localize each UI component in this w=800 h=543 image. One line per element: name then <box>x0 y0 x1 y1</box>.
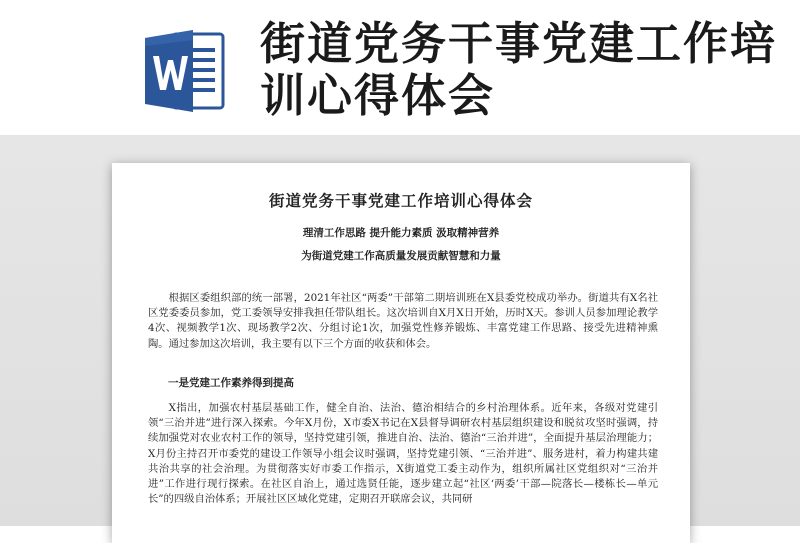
document-subtitle-1: 理清工作思路 提升能力素质 汲取精神营养 <box>302 227 500 239</box>
document-title: 街道党务干事党建工作培训心得体会 <box>268 191 533 210</box>
document-subtitle-2: 为街道党建工作高质量发展贡献智慧和力量 <box>301 250 501 262</box>
banner <box>0 0 800 135</box>
paragraph-body: X指出，加强农村基层基础工作，健全自治、法治、德治相结合的乡村治理体系。近年来，各级对党建引领“三治并进”进行深入探索。今年X月份，X市委X书记在X县督导调研农村基层组织建设和脱贫攻坚时强调，持续加强党对农业农村工作的领导，坚持党建引领，推进自治、法治、德治“三治并进”，全面提升基层治理能力；X月份主持召开市委党的建设工作领导小组会议时强调，坚持党建引领、“三治并进”、服务进村，着力构建共建共治共享的社会治理。为贯彻落实好市委工作指示，X街道党工委主动作为，组织所属社区党组织对“三治并进”工作进行现行探索。在社区自治上，通过选贤任能，逐步建立起“社区‘两委’干部—院落长—楼栋长—单元长”的四级自治体系；开展社区区域化党建，定期召开联席会议，共同研 <box>148 402 658 506</box>
paragraph-intro: 根据区委组织部的统一部署，2021年社区“两委”干部第二期培训班在X县委党校成功举办。街道共有X名社区党委委员参加，党工委领导安排我担任带队组长。这次培训自X月X日开始，历时X天。参训人员参加理论教学4次、视频教学1次、现场教学2次、分组讨论1次，加强党性修养锻炼、丰富党建工作思路、接受先进精神熏陶。通过参加这次培训，我主要有以下三个方面的收获和体会。 <box>148 292 658 350</box>
section-heading: 一是党建工作素养得到提高 <box>168 377 294 389</box>
word-document-icon <box>143 28 225 114</box>
document-page <box>112 163 690 543</box>
banner-title: 街道党务干事党建工作培训心得体会 <box>260 17 778 122</box>
